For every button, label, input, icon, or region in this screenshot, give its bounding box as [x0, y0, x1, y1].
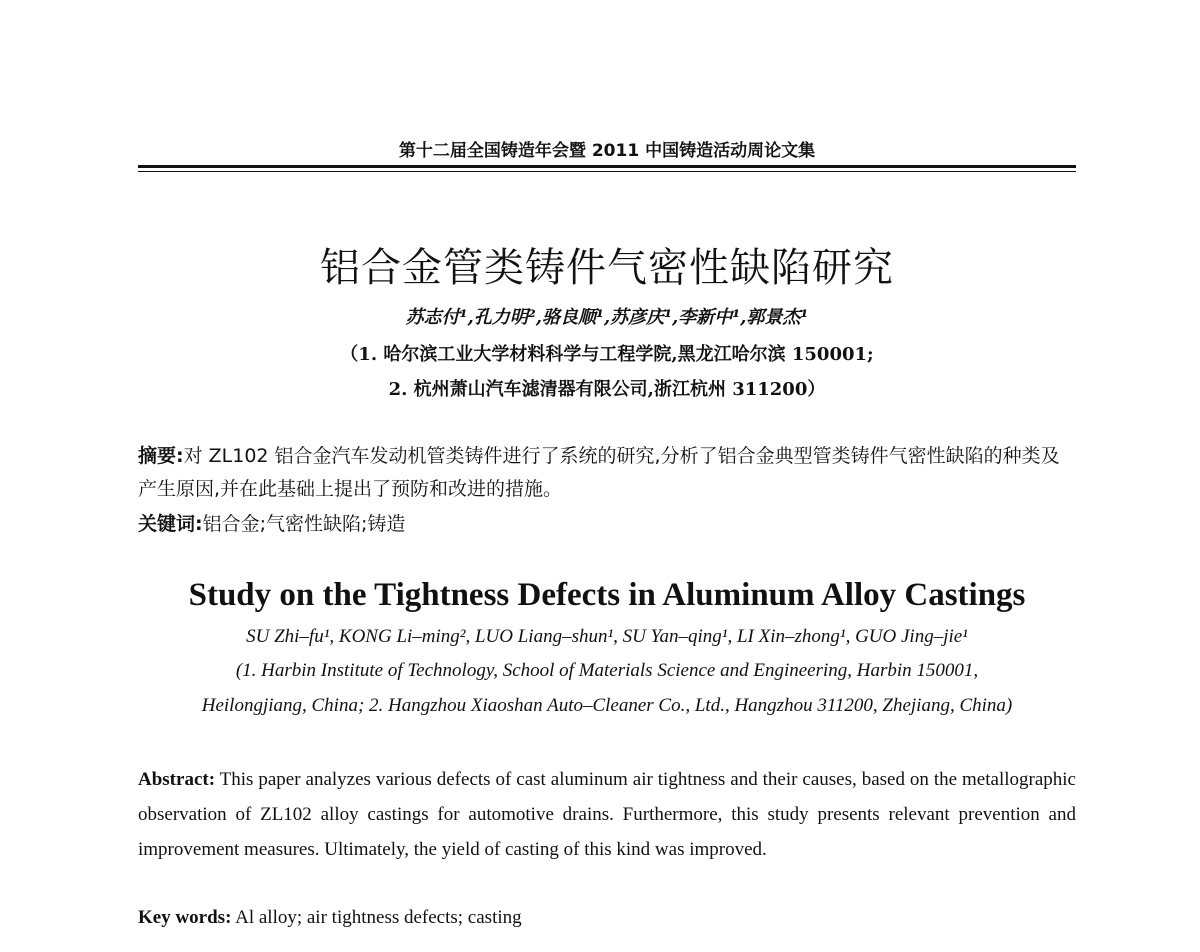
english-affiliation-1: (1. Harbin Institute of Technology, School of Materials Science and Engineering, Harbin 150001,: [235, 660, 979, 681]
chinese-affiliation-1: （1. 哈尔滨工业大学材料科学与工程学院,黑龙江哈尔滨 150001;: [340, 344, 874, 365]
chinese-keywords-label: 关键词:: [138, 513, 203, 535]
english-abstract-text: This paper analyzes various defects of cast aluminum air tightness and their causes, based on the metallographic observation of ZL102 alloy castings for automotive drains. Furthermore, this study presents relevant prevention and improvement measures. Ultimately, the yield of casting of this kind was improved.: [138, 769, 1076, 860]
chinese-title: 铝合金管类铸件气密性缺陷研究: [320, 245, 894, 291]
english-affiliation-2: Heilongjiang, China; 2. Hangzhou Xiaoshan Auto–Cleaner Co., Ltd., Hangzhou 311200, Zhejiang, China): [201, 695, 1013, 716]
chinese-abstract: [138, 440, 1078, 506]
chinese-keywords: [138, 508, 1078, 541]
chinese-affiliation-2: 2. 杭州萧山汽车滤清器有限公司,浙江杭州 311200）: [388, 379, 826, 400]
english-authors: SU Zhi–fu¹, KONG Li–ming², LUO Liang–shun¹, SU Yan–qing¹, LI Xin–zhong¹, GUO Jing–jie¹: [246, 626, 968, 647]
running-head: 第十二届全国铸造年会暨 2011 中国铸造活动周论文集: [398, 141, 816, 161]
chinese-abstract-text: 对 ZL102 铝合金汽车发动机管类铸件进行了系统的研究,分析了铝合金典型管类铸件气密性缺陷的种类及产生原因,并在此基础上提出了预防和改进的措施。: [138, 445, 1060, 500]
header-rule-thin: [138, 171, 1076, 172]
english-abstract-label: Abstract:: [138, 769, 216, 790]
chinese-authors: 苏志付¹,孔力明²,骆良顺¹,苏彦庆¹,李新中¹,郭景杰¹: [405, 307, 809, 328]
english-keywords: [138, 900, 1076, 935]
header-rule-thick: [138, 165, 1076, 168]
english-keywords-text: Al alloy; air tightness defects; casting: [235, 907, 522, 928]
english-keywords-label: Key words:: [138, 907, 232, 928]
chinese-keywords-text: 铝合金;气密性缺陷;铸造: [202, 513, 406, 535]
chinese-abstract-label: 摘要:: [138, 445, 184, 467]
english-abstract: [138, 762, 1076, 867]
english-title: Study on the Tightness Defects in Aluminum Alloy Castings: [188, 577, 1026, 613]
